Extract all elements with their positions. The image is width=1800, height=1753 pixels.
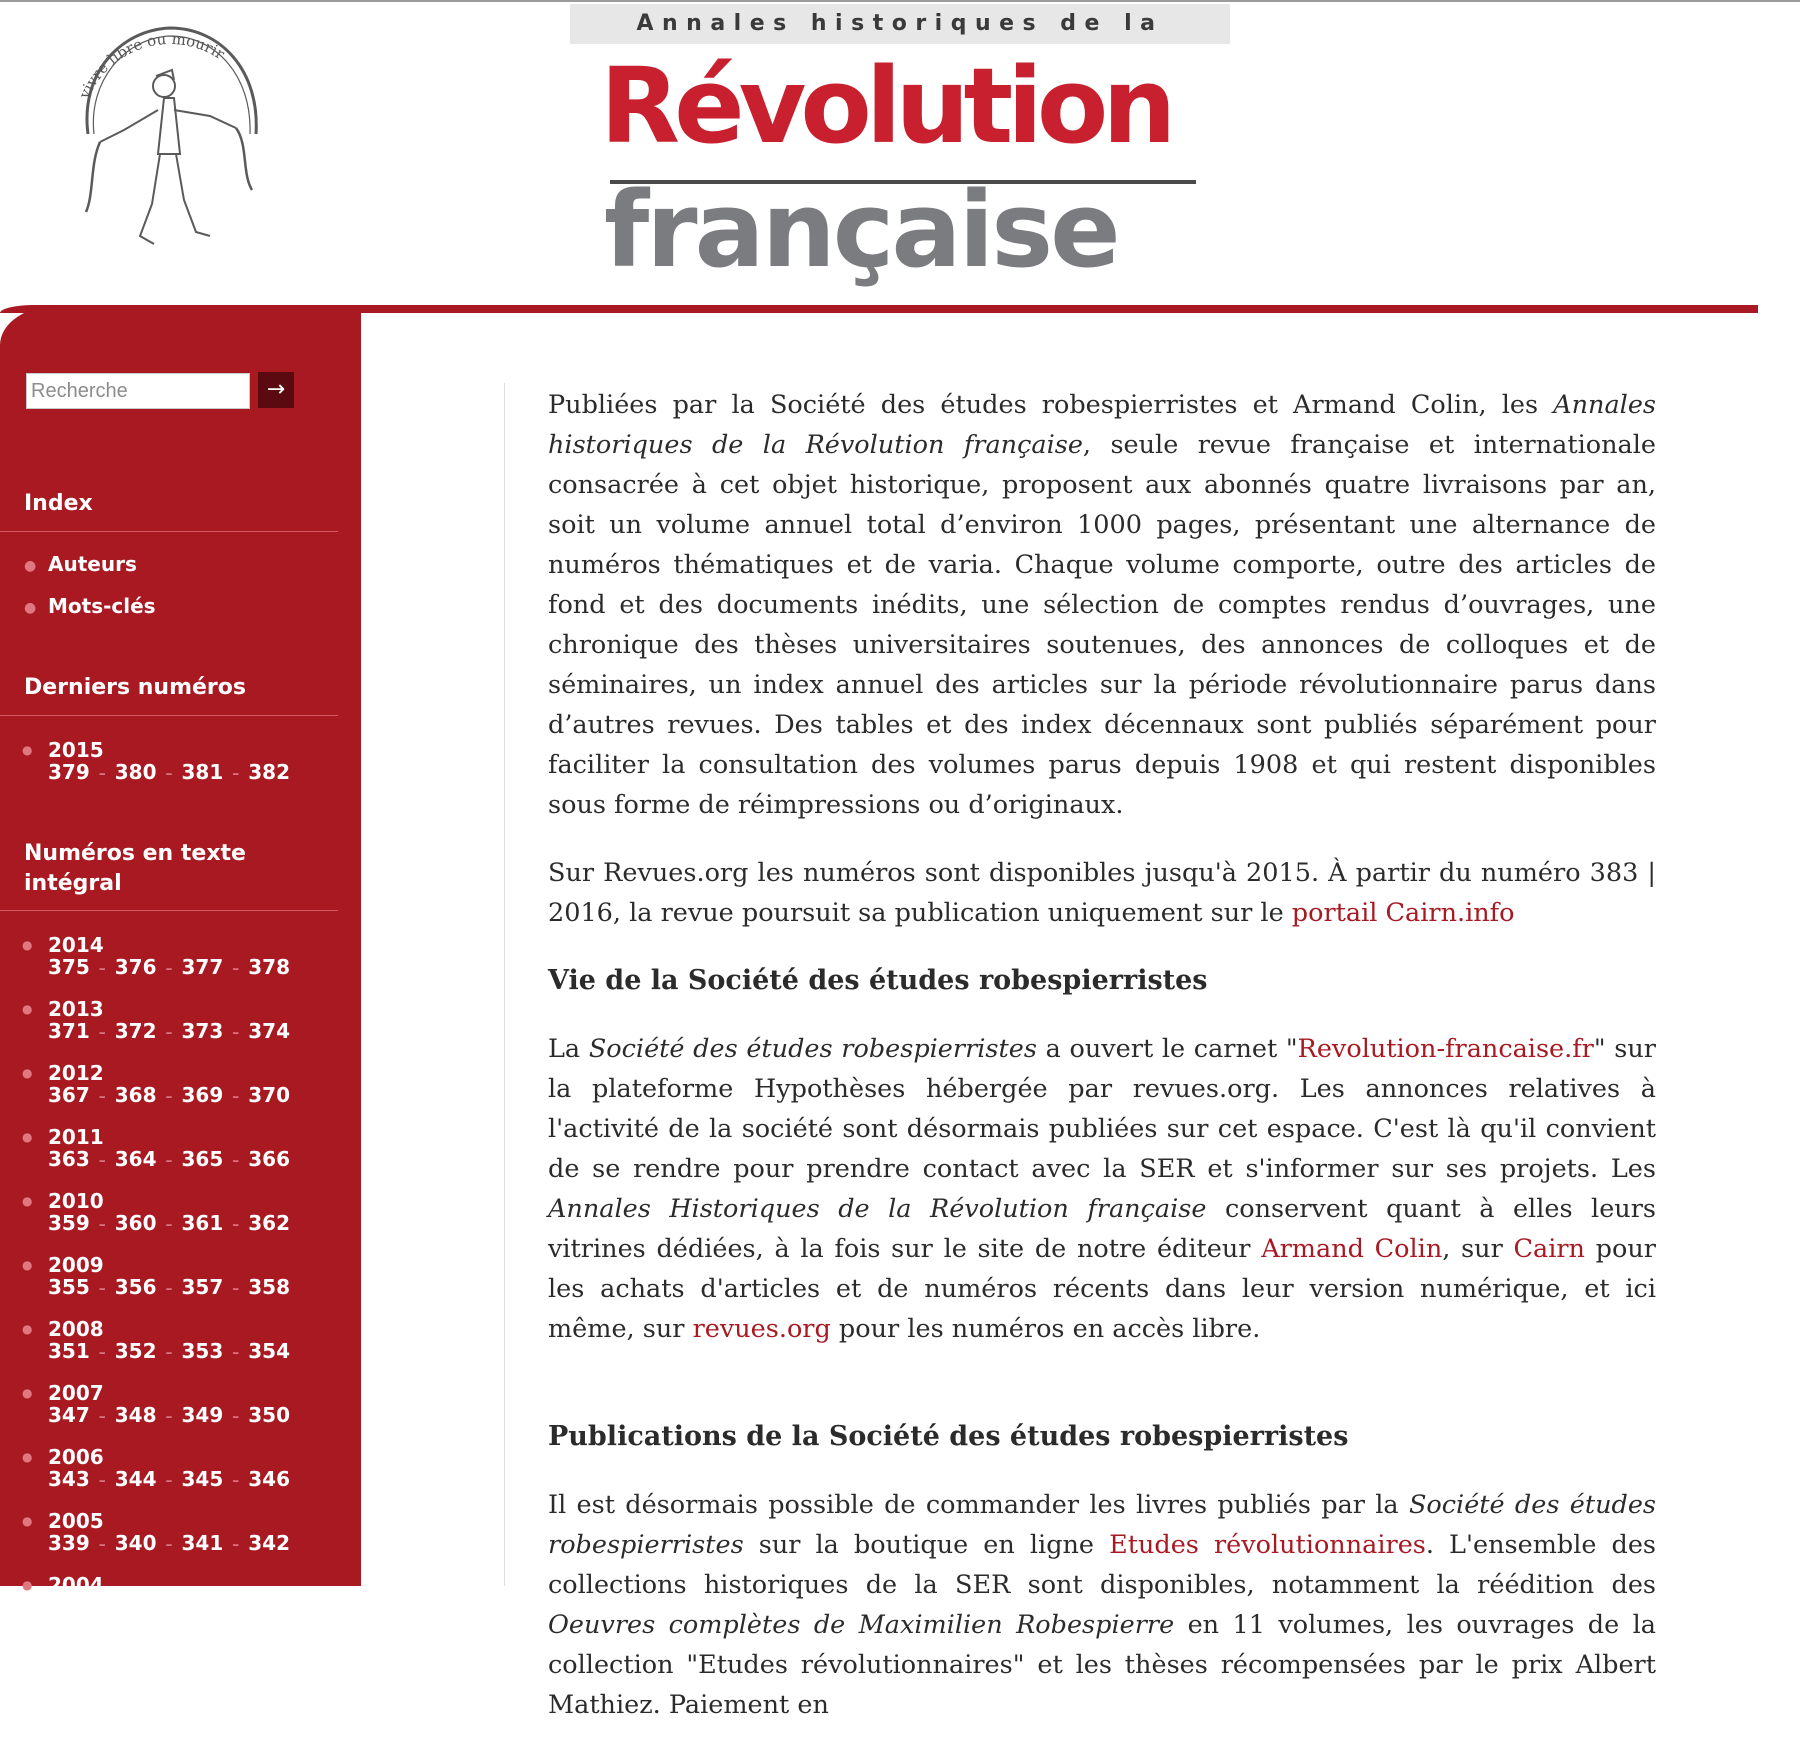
bullet-icon: ●: [22, 1066, 33, 1080]
separator-dash: –: [98, 960, 106, 977]
bullet-icon: ●: [22, 1386, 33, 1400]
issue-link[interactable]: 381: [181, 760, 224, 784]
sidebar-year-2009[interactable]: 2009: [48, 1253, 104, 1277]
bullet-icon: ●: [22, 1322, 33, 1336]
issue-link[interactable]: 340: [114, 1531, 157, 1555]
society-paragraph: La Société des études robespierristes a ouvert le carnet "Revolution-francaise.fr" sur la plateforme Hypothèses hébergée par revues.org. Les annonces relatives à l'activité de la société sont désormais publiées sur cet espace. C'est là qu'il convient de se rendre pour prendre contact avec la SER et s'informer sur ses projets. Les Annales Historiques de la Révolution française conservent quant à elles leurs vitrines dédiées, à la fois sur le site de notre éditeur Armand Colin, sur Cairn pour les achats d'articles et de numéros récents dans leur version numérique, et ici même, sur revues.org pour les numéros en accès libre.: [548, 1034, 1657, 1344]
sidebar-issue-numbers: [48, 1020, 290, 1044]
issue-link[interactable]: 375: [48, 955, 90, 979]
section-heading-vie: Vie de la Société des études robespierristes: [548, 965, 1208, 996]
issue-link[interactable]: 353: [181, 1339, 224, 1363]
society-logo[interactable]: [60, 14, 280, 284]
sidebar-issue-numbers: [48, 1468, 290, 1492]
issue-link[interactable]: 351: [48, 1339, 90, 1363]
separator-dash: –: [98, 765, 106, 782]
sidebar-year-2005[interactable]: 2005: [48, 1509, 104, 1533]
issue-link[interactable]: 342: [248, 1531, 290, 1555]
separator-dash: –: [165, 960, 173, 977]
issue-link[interactable]: 349: [181, 1403, 224, 1427]
issue-link[interactable]: 370: [248, 1083, 290, 1107]
sidebar-issue-numbers: [48, 1340, 290, 1364]
sidebar-heading-fulltext: Numéros en texte intégral: [24, 841, 246, 896]
bullet-icon: ●: [22, 938, 33, 952]
sidebar-issue-numbers: [48, 1404, 290, 1428]
sidebar: [0, 305, 361, 1597]
bullet-icon: ●: [22, 1130, 33, 1144]
publications-paragraph: Il est désormais possible de commander les livres publiés par la Société des études robespierristes sur la boutique en ligne Etudes révolutionnaires. L'ensemble des collections historiques de la SER sont disponibles, notamment la réédition des Oeuvres complètes de Maximilien Robespierre en 11 volumes, les ouvrages de la collection "Etudes révolutionnaires" et les thèses récompensées par le prix Albert Mathiez. Paiement en: [548, 1490, 1656, 1720]
separator-dash: –: [165, 1472, 173, 1489]
issue-link[interactable]: 361: [181, 1211, 224, 1235]
bullet-icon: ●: [22, 743, 33, 757]
availability-paragraph: Sur Revues.org les numéros sont disponibles jusqu'à 2015. À partir du numéro 383 | 2016, la revue poursuit sa publication uniquement sur le portail Cairn.info: [548, 858, 1656, 928]
separator-dash: –: [165, 1344, 173, 1361]
issue-link[interactable]: 378: [248, 955, 290, 979]
section-heading-publications: Publications de la Société des études robespierristes: [548, 1421, 1349, 1452]
issue-link[interactable]: 368: [114, 1083, 157, 1107]
separator-dash: –: [165, 765, 173, 782]
separator-dash: –: [98, 1408, 106, 1425]
separator-dash: –: [98, 1216, 106, 1233]
issue-link[interactable]: 345: [181, 1467, 224, 1491]
revues-org-link[interactable]: revues.org: [692, 1314, 831, 1344]
armand-colin-link[interactable]: Armand Colin: [1261, 1234, 1443, 1264]
sidebar-issue-numbers: [48, 1148, 290, 1172]
issue-link[interactable]: 380: [114, 760, 157, 784]
bullet-icon: ●: [22, 1578, 33, 1592]
sidebar-year-2007[interactable]: 2007: [48, 1381, 104, 1405]
separator-dash: –: [232, 1408, 240, 1425]
sidebar-issue-numbers: [48, 1212, 290, 1236]
issue-link[interactable]: 376: [114, 955, 157, 979]
issue-link[interactable]: 358: [248, 1275, 290, 1299]
sidebar-issue-numbers: [48, 761, 290, 785]
issue-link[interactable]: 382: [248, 760, 290, 784]
separator-dash: –: [232, 1216, 240, 1233]
separator-dash: –: [98, 1088, 106, 1105]
sidebar-item-mots-cles[interactable]: ● Mots-clés: [24, 594, 156, 618]
issue-link[interactable]: 367: [48, 1083, 90, 1107]
bullet-icon: ●: [22, 1194, 33, 1208]
arrow-right-icon: →: [266, 377, 286, 402]
issue-link[interactable]: 372: [114, 1019, 157, 1043]
issue-link[interactable]: 371: [48, 1019, 90, 1043]
sidebar-heading-derniers-numeros: Derniers numéros: [24, 675, 246, 700]
sidebar-year-2011[interactable]: 2011: [48, 1125, 104, 1149]
issue-link[interactable]: 359: [48, 1211, 90, 1235]
sidebar-divider: [0, 910, 338, 911]
issue-link[interactable]: 350: [248, 1403, 290, 1427]
separator-dash: –: [232, 1536, 240, 1553]
separator-dash: –: [98, 1280, 106, 1297]
issue-link[interactable]: 356: [114, 1275, 157, 1299]
masthead-super-title: Annales historiques de la: [636, 11, 1164, 36]
issue-link[interactable]: 355: [48, 1275, 90, 1299]
logo-motto: vivre libre ou mourir: [75, 29, 228, 102]
issue-link[interactable]: 341: [181, 1531, 224, 1555]
bullet-icon: ●: [22, 1514, 33, 1528]
issue-link[interactable]: 369: [181, 1083, 224, 1107]
sidebar-issue-numbers: [48, 1276, 290, 1300]
cairn-portal-link[interactable]: portail Cairn.info: [1291, 898, 1515, 928]
separator-dash: –: [165, 1216, 173, 1233]
issue-link[interactable]: 363: [48, 1147, 90, 1171]
issue-link[interactable]: 360: [114, 1211, 157, 1235]
issue-link[interactable]: 339: [48, 1531, 90, 1555]
separator-dash: –: [98, 1024, 106, 1041]
bullet-icon: ●: [22, 1002, 33, 1016]
issue-link[interactable]: 374: [248, 1019, 290, 1043]
separator-dash: –: [98, 1152, 106, 1169]
bullet-icon: ●: [24, 599, 37, 616]
separator-dash: –: [232, 1024, 240, 1041]
issue-link[interactable]: 362: [248, 1211, 290, 1235]
separator-dash: –: [232, 1152, 240, 1169]
sidebar-year-2006[interactable]: 2006: [48, 1445, 104, 1469]
separator-dash: –: [165, 1536, 173, 1553]
separator-dash: –: [165, 1408, 173, 1425]
issue-link[interactable]: 379: [48, 760, 90, 784]
main-content: [548, 385, 1656, 1753]
separator-dash: –: [232, 765, 240, 782]
issue-link[interactable]: 373: [181, 1019, 224, 1043]
sidebar-year-2012[interactable]: 2012: [48, 1061, 104, 1085]
bullet-icon: ●: [24, 557, 37, 574]
separator-dash: –: [165, 1024, 173, 1041]
bullet-icon: ●: [22, 1258, 33, 1272]
revolution-francaise-link[interactable]: Revolution-francaise.fr: [1297, 1034, 1594, 1064]
issue-link[interactable]: 364: [114, 1147, 157, 1171]
sidebar-year-2004[interactable]: 2004: [48, 1573, 104, 1597]
sidebar-year-2008[interactable]: 2008: [48, 1317, 104, 1341]
bullet-icon: ●: [22, 1450, 33, 1464]
issue-link[interactable]: 366: [248, 1147, 290, 1171]
issue-link[interactable]: 344: [114, 1467, 157, 1491]
top-border: [0, 0, 1800, 2]
separator-dash: –: [232, 1472, 240, 1489]
sidebar-year-2015[interactable]: 2015: [48, 738, 104, 762]
separator-dash: –: [165, 1152, 173, 1169]
search-input[interactable]: [26, 373, 250, 409]
search-button[interactable]: [258, 372, 294, 408]
sidebar-year-2013[interactable]: 2013: [48, 997, 104, 1021]
sidebar-issue-numbers: [48, 1084, 290, 1108]
separator-dash: –: [165, 1088, 173, 1105]
separator-dash: –: [232, 1344, 240, 1361]
sidebar-issue-numbers: [48, 1532, 290, 1556]
etudes-revolutionnaires-link[interactable]: Etudes révolutionnaires: [1109, 1530, 1426, 1560]
separator-dash: –: [232, 960, 240, 977]
sidebar-year-2010[interactable]: 2010: [48, 1189, 104, 1213]
separator-dash: –: [98, 1536, 106, 1553]
masthead-subtitle: française: [604, 169, 1118, 291]
issue-link[interactable]: 347: [48, 1403, 90, 1427]
separator-dash: –: [98, 1344, 106, 1361]
intro-paragraph: Publiées par la Société des études robespierristes et Armand Colin, les Annales historiques de la Révolution française, seule revue française et internationale consacrée à cet objet historique, proposent aux abonnés quatre livraisons par an, soit un volume annuel total d’environ 1000 pages, présentant une alternance de numéros thématiques et de varia. Chaque volume comporte, outre des articles de fond et des documents inédits, une sélection de comptes rendus d’ouvrages, une chronique des thèses universitaires soutenues, des annonces de colloques et de séminaires, un index annuel des articles sur la période révolutionnaire parus dans d’autres revues. Des tables et des index décennaux sont publiés séparément pour faciliter la consultation des volumes parus depuis 1908 et qui restent disponibles sous forme de réimpressions ou d’originaux.: [548, 390, 1657, 820]
issue-link[interactable]: 343: [48, 1467, 90, 1491]
sidebar-item-auteurs[interactable]: ● Auteurs: [24, 552, 137, 576]
spacer: [548, 1377, 1656, 1417]
sidebar-heading-index: Index: [24, 491, 93, 516]
issue-link[interactable]: 365: [181, 1147, 224, 1171]
separator-dash: –: [98, 1472, 106, 1489]
issue-link[interactable]: 348: [114, 1403, 157, 1427]
masthead-title: Révolution: [600, 45, 1171, 167]
sidebar-divider: [0, 715, 338, 716]
sidebar-issue-numbers: [48, 956, 290, 980]
separator-dash: –: [232, 1088, 240, 1105]
issue-link[interactable]: 377: [181, 955, 224, 979]
issue-link[interactable]: 352: [114, 1339, 157, 1363]
content-divider: [504, 383, 505, 1586]
issue-link[interactable]: 346: [248, 1467, 290, 1491]
issue-link[interactable]: 354: [248, 1339, 290, 1363]
sidebar-divider: [0, 531, 338, 532]
separator-dash: –: [232, 1280, 240, 1297]
separator-dash: –: [165, 1280, 173, 1297]
sidebar-year-2014[interactable]: 2014: [48, 933, 104, 957]
cairn-link[interactable]: Cairn: [1513, 1234, 1585, 1264]
issue-link[interactable]: 357: [181, 1275, 224, 1299]
